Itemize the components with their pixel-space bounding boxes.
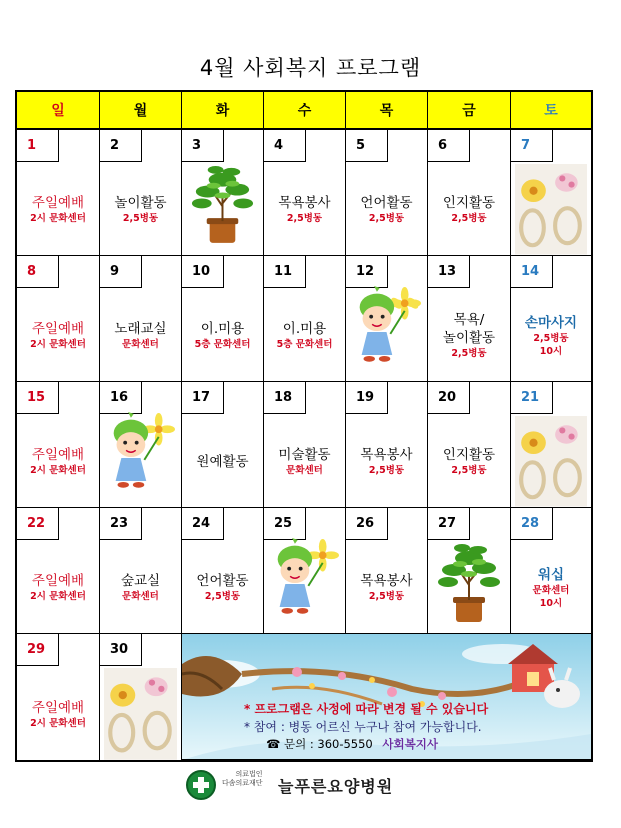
day-number: 17 (182, 382, 224, 414)
event-location: 2시 문화센터 (30, 465, 86, 476)
event-title: 인지활동 (442, 447, 496, 463)
child-with-flower-image (106, 412, 175, 489)
calendar-grid (15, 90, 593, 762)
day-number: 15 (17, 382, 59, 414)
day-number: 6 (428, 130, 470, 162)
day-number: 5 (346, 130, 388, 162)
weekday-mon: 월 (100, 92, 182, 130)
day-number: 13 (428, 256, 470, 288)
day-number: 1 (17, 130, 59, 162)
event-title: 워십 (537, 566, 565, 583)
child-with-flower-image (352, 286, 421, 363)
weekday-sun: 일 (17, 92, 100, 130)
page-title: 4월 사회복지 프로그램 (199, 56, 422, 80)
event-location: 문화센터 (122, 591, 159, 602)
day-number: 26 (346, 508, 388, 540)
day-cell-3 (182, 130, 264, 256)
event-title: 언어활동 (360, 195, 413, 211)
day-number: 28 (511, 508, 553, 540)
day-number: 3 (182, 130, 224, 162)
hospital-name: 늘푸른요양병원 (278, 777, 394, 796)
craft-frames-image (104, 668, 177, 760)
day-cell-11 (264, 256, 346, 382)
day-number: 8 (17, 256, 59, 288)
event-title-line2: 놀이활동 (442, 330, 496, 346)
day-number: 12 (346, 256, 388, 288)
event-location: 2,5병동 (368, 213, 405, 224)
day-cell-27 (428, 508, 511, 634)
day-cell-15 (17, 382, 100, 508)
day-cell-12 (346, 256, 428, 382)
day-cell-10 (182, 256, 264, 382)
notice-banner (182, 634, 591, 760)
day-cell-25 (264, 508, 346, 634)
day-cell-5 (346, 130, 428, 256)
day-number: 27 (428, 508, 470, 540)
event-location: 5층 문화센터 (194, 339, 251, 350)
hospital-footer (0, 770, 621, 800)
day-number: 21 (511, 382, 553, 414)
weekday-fri: 금 (428, 92, 511, 130)
day-cell-4 (264, 130, 346, 256)
day-cell-16 (100, 382, 182, 508)
event-title: 주일예배 (31, 699, 85, 716)
day-number: 11 (264, 256, 306, 288)
day-cell-21 (511, 382, 591, 508)
craft-frames-image (515, 416, 587, 507)
day-cell-8 (17, 256, 100, 382)
day-cell-20 (428, 382, 511, 508)
day-number: 22 (17, 508, 59, 540)
day-cell-26 (346, 508, 428, 634)
day-number: 24 (182, 508, 224, 540)
event-location: 2,5병동 (451, 348, 487, 359)
day-number: 29 (17, 634, 59, 666)
event-title: 놀이활동 (114, 195, 167, 211)
day-cell-6 (428, 130, 511, 256)
event-location: 2,5병동 (451, 465, 487, 476)
day-cell-28 (511, 508, 591, 634)
day-number: 10 (182, 256, 224, 288)
weekday-tue: 화 (182, 92, 264, 130)
event-title: 언어활동 (196, 573, 249, 589)
day-cell-29 (17, 634, 100, 760)
potted-plant-image (434, 540, 504, 626)
event-title: 주일예배 (31, 447, 85, 463)
event-title: 주일예배 (31, 195, 85, 211)
event-title: 손마사지 (524, 314, 578, 331)
day-number: 7 (511, 130, 553, 162)
child-with-flower-image (270, 538, 339, 615)
day-cell-2 (100, 130, 182, 256)
event-location: 2시 문화센터 (30, 213, 86, 224)
event-location: 2,5병동 (122, 213, 159, 224)
event-time: 10시 (539, 597, 563, 609)
weekday-sat: 토 (511, 92, 591, 130)
hospital-org (222, 770, 263, 788)
day-number: 16 (100, 382, 142, 414)
day-number: 30 (100, 634, 142, 666)
event-time: 10시 (539, 345, 563, 357)
day-number: 25 (264, 508, 306, 540)
day-cell-23 (100, 508, 182, 634)
day-number: 19 (346, 382, 388, 414)
event-title: 주일예배 (31, 321, 85, 337)
event-location: 2시 문화센터 (30, 717, 86, 729)
event-location: 문화센터 (286, 465, 323, 476)
notice-change: * 프로그램은 사정에 따라 변경 될 수 있습니다 (244, 702, 489, 716)
day-cell-17 (182, 382, 264, 508)
craft-frames-image (515, 164, 587, 255)
org-line1: 의료법인 (235, 770, 263, 778)
day-cell-30 (100, 634, 182, 760)
day-cell-24 (182, 508, 264, 634)
event-title: 목욕봉사 (278, 195, 331, 211)
event-location: 5층 문화센터 (276, 339, 333, 350)
hospital-logo (186, 770, 216, 800)
event-title: 이.미용 (200, 321, 245, 337)
event-location: 2,5병동 (368, 465, 405, 476)
day-cell-22 (17, 508, 100, 634)
event-title: 노래교실 (114, 321, 167, 337)
event-location: 2,5병동 (533, 332, 569, 344)
event-title: 주일예배 (31, 573, 85, 589)
day-cell-7 (511, 130, 591, 256)
event-location: 2,5병동 (368, 591, 405, 602)
day-cell-9 (100, 256, 182, 382)
day-number: 4 (264, 130, 306, 162)
org-line2: 다솜의료재단 (222, 779, 263, 787)
event-location: 문화센터 (532, 584, 570, 596)
event-title: 목욕봉사 (360, 573, 413, 589)
weekday-wed: 수 (264, 92, 346, 130)
day-cell-19 (346, 382, 428, 508)
day-number: 14 (511, 256, 553, 288)
event-location: 2,5병동 (204, 591, 241, 602)
contact-phone: ☎ 문의 : 360-5550 (266, 737, 373, 751)
event-location: 문화센터 (122, 339, 159, 350)
day-cell-1 (17, 130, 100, 256)
day-cell-18 (264, 382, 346, 508)
event-title-line1: 목욕/ (453, 312, 485, 328)
day-number: 20 (428, 382, 470, 414)
notice-participation: * 참여 : 병동 어르신 누구나 참여 가능합니다. (244, 720, 482, 734)
contact-dept: 사회복지사 (382, 737, 438, 751)
event-title: 숲교실 (120, 573, 161, 589)
event-title: 원예활동 (196, 453, 249, 470)
potted-plant-image (188, 162, 257, 247)
event-location: 2시 문화센터 (30, 591, 86, 602)
event-title: 이.미용 (282, 321, 327, 337)
day-number: 9 (100, 256, 142, 288)
notice-contact (266, 736, 438, 752)
day-number: 2 (100, 130, 142, 162)
event-location: 2시 문화센터 (30, 339, 86, 350)
event-location: 2,5병동 (286, 213, 323, 224)
day-number: 23 (100, 508, 142, 540)
event-title: 목욕봉사 (360, 447, 413, 463)
event-title: 미술활동 (278, 447, 331, 463)
day-cell-13 (428, 256, 511, 382)
event-title: 인지활동 (442, 195, 496, 211)
day-number: 18 (264, 382, 306, 414)
day-cell-14 (511, 256, 591, 382)
event-location: 2,5병동 (451, 213, 487, 224)
weekday-thu: 목 (346, 92, 428, 130)
